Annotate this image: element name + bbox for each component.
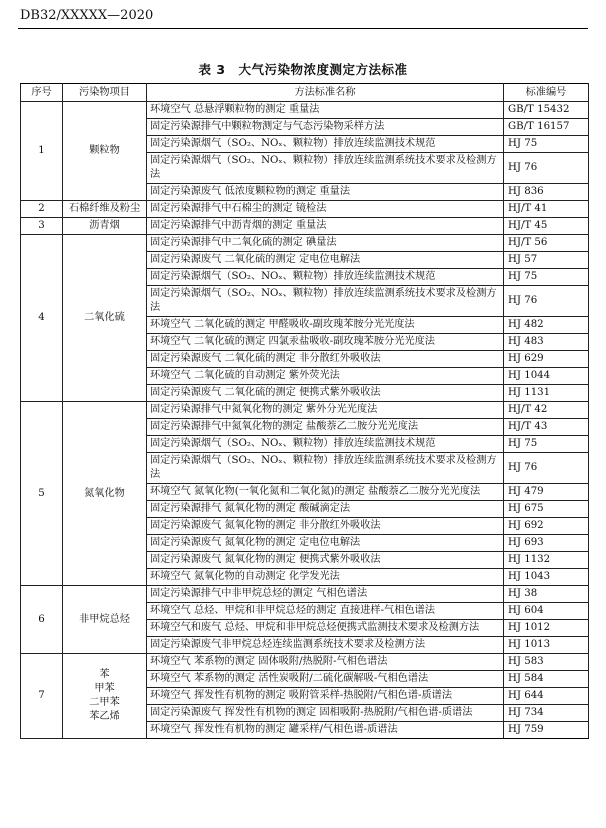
method-name-cell: 固定污染源排气中氮氧化物的测定 紫外分光光度法 <box>147 402 504 419</box>
seq-cell: 1 <box>21 102 63 201</box>
standard-code-cell: HJ 584 <box>504 671 589 688</box>
header-seq: 序号 <box>21 84 63 102</box>
method-name-cell: 固定污染源烟气（SO₂、NOₓ、颗粒物）排放连续监测系统技术要求及检测方法 <box>147 453 504 484</box>
method-name-cell: 固定污染源排气 氮氧化物的测定 酸碱滴定法 <box>147 501 504 518</box>
standard-code-cell: HJ 479 <box>504 484 589 501</box>
pollutant-cell: 石棉纤维及粉尘 <box>63 201 147 218</box>
standard-code-cell: HJ 759 <box>504 722 589 739</box>
method-name-cell: 固定污染源排气中氮氧化物的测定 盐酸萘乙二胺分光光度法 <box>147 419 504 436</box>
method-name-cell: 固定污染源排气中颗粒物测定与气态污染物采样方法 <box>147 119 504 136</box>
standard-code-cell: HJ/T 43 <box>504 419 589 436</box>
method-name-cell: 固定污染源排气中石棉尘的测定 镜检法 <box>147 201 504 218</box>
method-standards-table <box>20 83 589 739</box>
method-name-cell: 固定污染源排气中沥青烟的测定 重量法 <box>147 218 504 235</box>
standard-code-cell: HJ 38 <box>504 586 589 603</box>
standard-code-cell: HJ/T 45 <box>504 218 589 235</box>
standard-code-cell: HJ 836 <box>504 184 589 201</box>
method-name-cell: 固定污染源废气 氮氧化物的测定 非分散红外吸收法 <box>147 518 504 535</box>
standard-code-cell: HJ 75 <box>504 269 589 286</box>
standard-code-cell: HJ 693 <box>504 535 589 552</box>
header-method-name: 方法标准名称 <box>147 84 504 102</box>
table-caption: 表 3 大气污染物浓度测定方法标准 <box>198 62 408 77</box>
method-name-cell: 环境空气和废气 总烃、甲烷和非甲烷总烃便携式监测技术要求及检测方法 <box>147 620 504 637</box>
method-name-cell: 环境空气 氮氧化物(一氧化氮和二氧化氮)的测定 盐酸萘乙二胺分光光度法 <box>147 484 504 501</box>
seq-cell: 5 <box>21 402 63 586</box>
standard-code-cell: HJ 644 <box>504 688 589 705</box>
standard-code-cell: HJ 734 <box>504 705 589 722</box>
standard-code-cell: HJ 1043 <box>504 569 589 586</box>
standard-code-cell: HJ 76 <box>504 453 589 484</box>
method-name-cell: 环境空气 苯系物的测定 固体吸附/热脱附-气相色谱法 <box>147 654 504 671</box>
method-name-cell: 固定污染源废气 二氧化硫的测定 非分散红外吸收法 <box>147 351 504 368</box>
method-name-cell: 环境空气 挥发性有机物的测定 吸附管采样-热脱附/气相色谱-质谱法 <box>147 688 504 705</box>
standard-code-cell: HJ 76 <box>504 286 589 317</box>
pollutant-cell: 氮氧化物 <box>63 402 147 586</box>
standard-code-cell: HJ 482 <box>504 317 589 334</box>
header-pollutant: 污染物项目 <box>63 84 147 102</box>
standard-code-cell: HJ/T 42 <box>504 402 589 419</box>
method-name-cell: 环境空气 二氧化硫的测定 四氯汞盐吸收-副玫瑰苯胺分光光度法 <box>147 334 504 351</box>
method-name-cell: 环境空气 挥发性有机物的测定 罐采样/气相色谱-质谱法 <box>147 722 504 739</box>
method-name-cell: 固定污染源烟气（SO₂、NOₓ、颗粒物）排放连续监测系统技术要求及检测方法 <box>147 153 504 184</box>
method-name-cell: 环境空气 二氧化硫的自动测定 紫外荧光法 <box>147 368 504 385</box>
table-row <box>21 201 589 218</box>
standard-code-cell: HJ 1131 <box>504 385 589 402</box>
standard-code-cell: HJ 1012 <box>504 620 589 637</box>
seq-cell: 3 <box>21 218 63 235</box>
standard-code-cell: GB/T 15432 <box>504 102 589 119</box>
method-name-cell: 固定污染源排气中非甲烷总烃的测定 气相色谱法 <box>147 586 504 603</box>
standard-code-cell: HJ 75 <box>504 436 589 453</box>
standard-code-cell: HJ 1044 <box>504 368 589 385</box>
method-name-cell: 固定污染源废气非甲烷总烃连续监测系统技术要求及检测方法 <box>147 637 504 654</box>
method-name-cell: 环境空气 总烃、甲烷和非甲烷总烃的测定 直接进样-气相色谱法 <box>147 603 504 620</box>
pollutant-cell: 颗粒物 <box>63 102 147 201</box>
header-standard-code: 标准编号 <box>504 84 589 102</box>
table-row <box>21 654 589 671</box>
standard-code-cell: HJ 483 <box>504 334 589 351</box>
method-name-cell: 固定污染源废气 挥发性有机物的测定 固相吸附-热脱附/气相色谱-质谱法 <box>147 705 504 722</box>
table-row <box>21 102 589 119</box>
standard-code-cell: HJ 1013 <box>504 637 589 654</box>
standard-code-cell: HJ 604 <box>504 603 589 620</box>
seq-cell: 2 <box>21 201 63 218</box>
seq-cell: 6 <box>21 586 63 654</box>
method-name-cell: 固定污染源废气 低浓度颗粒物的测定 重量法 <box>147 184 504 201</box>
standard-code-cell: HJ 629 <box>504 351 589 368</box>
method-name-cell: 环境空气 氮氧化物的自动测定 化学发光法 <box>147 569 504 586</box>
standard-code-cell: HJ 76 <box>504 153 589 184</box>
standard-code-cell: HJ 1132 <box>504 552 589 569</box>
pollutant-cell: 沥青烟 <box>63 218 147 235</box>
table-body <box>21 102 589 739</box>
table-row <box>21 218 589 235</box>
seq-cell: 4 <box>21 235 63 402</box>
method-name-cell: 固定污染源废气 氮氧化物的测定 便携式紫外吸收法 <box>147 552 504 569</box>
standard-code-cell: HJ 692 <box>504 518 589 535</box>
document-code: DB32/XXXXX—2020 <box>20 8 154 23</box>
standard-code-cell: HJ 75 <box>504 136 589 153</box>
table-row <box>21 235 589 252</box>
standard-code-cell: HJ 675 <box>504 501 589 518</box>
method-name-cell: 固定污染源烟气（SO₂、NOₓ、颗粒物）排放连续监测技术规范 <box>147 136 504 153</box>
standard-code-cell: HJ 57 <box>504 252 589 269</box>
method-name-cell: 固定污染源烟气（SO₂、NOₓ、颗粒物）排放连续监测系统技术要求及检测方法 <box>147 286 504 317</box>
method-name-cell: 环境空气 总悬浮颗粒物的测定 重量法 <box>147 102 504 119</box>
standard-code-cell: GB/T 16157 <box>504 119 589 136</box>
method-name-cell: 固定污染源排气中二氧化硫的测定 碘量法 <box>147 235 504 252</box>
pollutant-cell: 二氧化硫 <box>63 235 147 402</box>
standard-code-cell: HJ/T 41 <box>504 201 589 218</box>
method-name-cell: 固定污染源烟气（SO₂、NOₓ、颗粒物）排放连续监测技术规范 <box>147 269 504 286</box>
pollutant-cell: 苯 甲苯 二甲苯 苯乙烯 <box>63 654 147 739</box>
table-row <box>21 402 589 419</box>
standard-code-cell: HJ 583 <box>504 654 589 671</box>
seq-cell: 7 <box>21 654 63 739</box>
table-header-row <box>21 84 589 102</box>
table-row <box>21 586 589 603</box>
method-name-cell: 固定污染源废气 二氧化硫的测定 定电位电解法 <box>147 252 504 269</box>
method-name-cell: 固定污染源烟气（SO₂、NOₓ、颗粒物）排放连续监测技术规范 <box>147 436 504 453</box>
method-name-cell: 环境空气 二氧化硫的测定 甲醛吸收-副玫瑰苯胺分光光度法 <box>147 317 504 334</box>
header-rule <box>18 28 588 29</box>
method-name-cell: 环境空气 苯系物的测定 活性炭吸附/二硫化碳解吸-气相色谱法 <box>147 671 504 688</box>
method-name-cell: 固定污染源废气 氮氧化物的测定 定电位电解法 <box>147 535 504 552</box>
pollutant-cell: 非甲烷总烃 <box>63 586 147 654</box>
method-name-cell: 固定污染源废气 二氧化硫的测定 便携式紫外吸收法 <box>147 385 504 402</box>
standard-code-cell: HJ/T 56 <box>504 235 589 252</box>
